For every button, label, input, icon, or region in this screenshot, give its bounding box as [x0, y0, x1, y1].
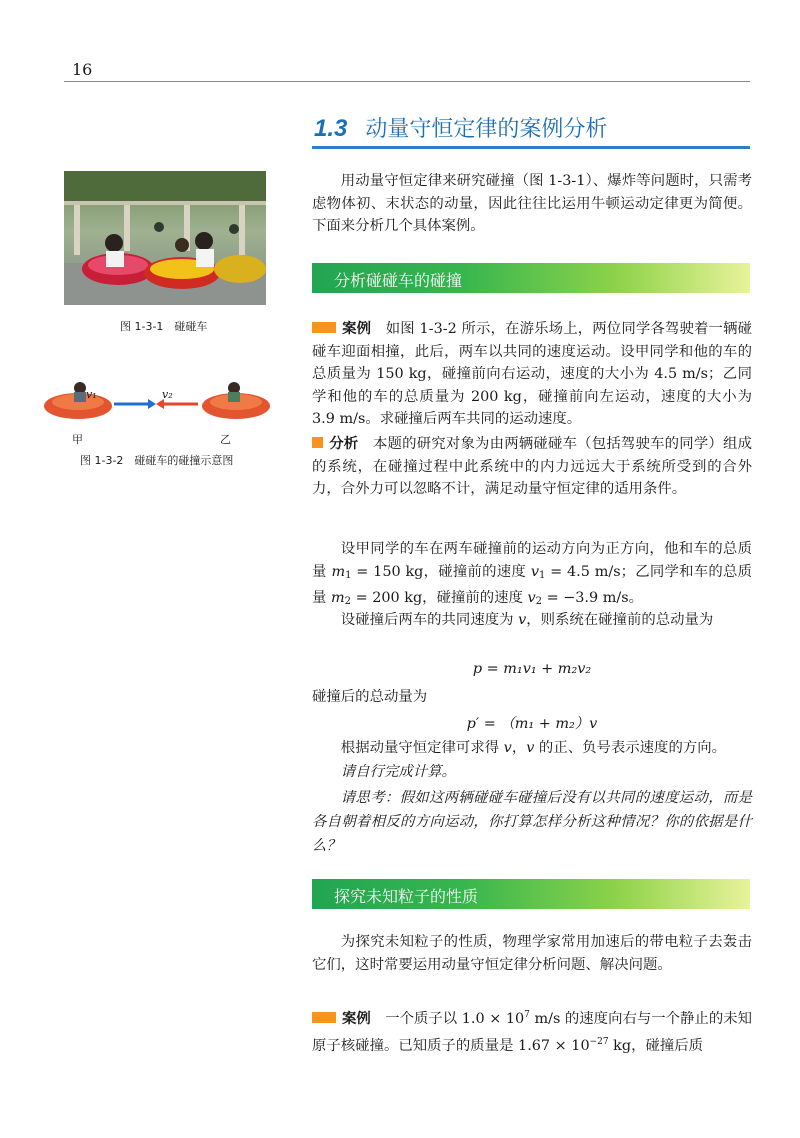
common-text-2: ，则系统在碰撞前的总动量为	[526, 612, 714, 628]
exponent-7: 7	[524, 1010, 530, 1020]
figure-1-3-2-caption: 图 1-3-2 碰碰车的碰撞示意图	[80, 454, 234, 467]
result-text-3: 的正、负号表示速度的方向。	[534, 740, 727, 756]
setup-text-4: = 200 kg，碰撞前的速度	[351, 590, 528, 606]
subscript-2: 2	[344, 596, 351, 607]
case2-label: 案例	[342, 1011, 371, 1027]
subsection-band-bumper-cars	[312, 263, 750, 293]
bumper-cars-photo	[64, 171, 266, 305]
self-calc-text: 请自行完成计算。	[340, 764, 456, 780]
subsection-title-2: 探究未知粒子的性质	[334, 887, 479, 906]
result-paragraph	[312, 737, 752, 760]
exponent-minus-27: −27	[589, 1036, 609, 1047]
setup-text-5: = −3.9 m/s。	[542, 590, 644, 606]
analysis-text: 本题的研究对象为由两辆碰碰车（包括驾驶车的同学）组成的系统，在碰撞过程中此系统中的内力远远大于系统所受到的合外力，合外力可以忽略不计，满足动量守恒定律的适用条件。	[312, 436, 752, 497]
think-paragraph: 请思考：假如这两辆碰碰车碰撞后没有以共同的速度运动，而是各自朝着相反的方向运动，你打算怎样分析这种情况？你的依据是什么？	[312, 790, 752, 854]
case-text: 如图 1-3-2 所示，在游乐场上，两位同学各驾驶着一辆碰碰车迎面相撞，此后，两车以共同的速度运动。设甲同学和他的车的总质量为 150 kg，碰撞前向右运动，速度的大小为 4.5 m/s；乙同学和他的车的总质量为 200 kg，碰撞前向左运动，速度的大小为 3.9 m/s。求碰撞后两车共同的运动速度。	[312, 321, 752, 427]
equation-momentum-after: p′ = （m₁ + m₂）v	[466, 716, 598, 732]
velocity-arrow-v1-icon	[114, 399, 156, 409]
symbol-v-result: v	[503, 740, 512, 756]
subscript-1: 1	[345, 569, 352, 581]
page-number: 16	[72, 60, 93, 79]
case2-text-3: kg，碰撞后质	[608, 1037, 704, 1054]
symbol-v2: v	[527, 590, 536, 606]
case-marker-icon	[312, 322, 336, 333]
case2-text-2: m/s 的速度向右与一个静止的未知原子核碰撞。已知质子的质量是 1.67 × 10	[312, 1011, 752, 1054]
section-rule	[312, 146, 750, 149]
label-v1: v₁	[86, 388, 97, 401]
case-label: 案例	[342, 321, 372, 337]
symbol-v-sign: v	[526, 740, 535, 756]
case2-marker-icon	[312, 1012, 336, 1023]
section-title	[314, 112, 754, 142]
case2-text-1: 一个质子以 1.0 × 10	[385, 1011, 525, 1027]
setup-text-3: = 4.5 m/s；乙同学和车的总质量	[312, 563, 753, 606]
symbol-m2: m	[330, 590, 345, 606]
car-left-icon	[44, 382, 112, 419]
symbol-v1: v	[530, 563, 539, 580]
result-text-1: 根据动量守恒定律可求得	[340, 740, 504, 756]
symbol-v: v	[518, 612, 527, 628]
analysis-label: 分析	[329, 436, 359, 452]
car-right-icon	[202, 382, 270, 419]
intro-paragraph: 用动量守恒定律来研究碰撞（图 1-3-1）、爆炸等问题时，只需考虑物体初、末状态的动量，因此往往比运用牛顿运动定律更为简便。下面来分析几个具体案例。	[312, 173, 752, 234]
setup-paragraph	[312, 538, 752, 614]
header-rule	[64, 81, 750, 82]
setup-text-1: 设甲同学的车在两车碰撞前的运动方向为正方向，他和车的总质量	[312, 541, 752, 580]
section-number: 1.3	[314, 115, 348, 142]
case2-paragraph	[312, 1004, 752, 1057]
common-text-1: 设碰撞后两车的共同速度为	[340, 612, 519, 628]
subscript-2b: 2	[535, 596, 543, 607]
label-v2: v₂	[162, 388, 173, 401]
subsection-title: 分析碰碰车的碰撞	[334, 271, 463, 290]
case-paragraph	[312, 318, 752, 431]
figure-1-3-1-caption: 图 1-3-1 碰碰车	[120, 320, 208, 333]
symbol-m1: m	[331, 563, 346, 580]
result-text-2: ，	[511, 740, 527, 756]
probe-paragraph: 为探究未知粒子的性质，物理学家常用加速后的带电粒子去轰击它们，这时常要运用动量守恒定律分析问题、解决问题。	[312, 934, 752, 973]
after-momentum-label: 碰撞后的总动量为	[312, 689, 428, 705]
setup-text-2: = 150 kg，碰撞前的速度	[351, 563, 531, 580]
analysis-marker-icon	[312, 437, 323, 448]
subscript-1b: 1	[538, 569, 546, 581]
subsection-band-unknown-particle	[312, 879, 750, 909]
label-yi: 乙	[220, 433, 231, 446]
common-velocity-paragraph	[312, 609, 752, 632]
label-jia: 甲	[72, 433, 83, 446]
equation-momentum-before: p = m₁v₁ + m₂v₂	[472, 661, 592, 677]
section-heading: 动量守恒定律的案例分析	[365, 117, 608, 142]
analysis-paragraph	[312, 433, 752, 501]
